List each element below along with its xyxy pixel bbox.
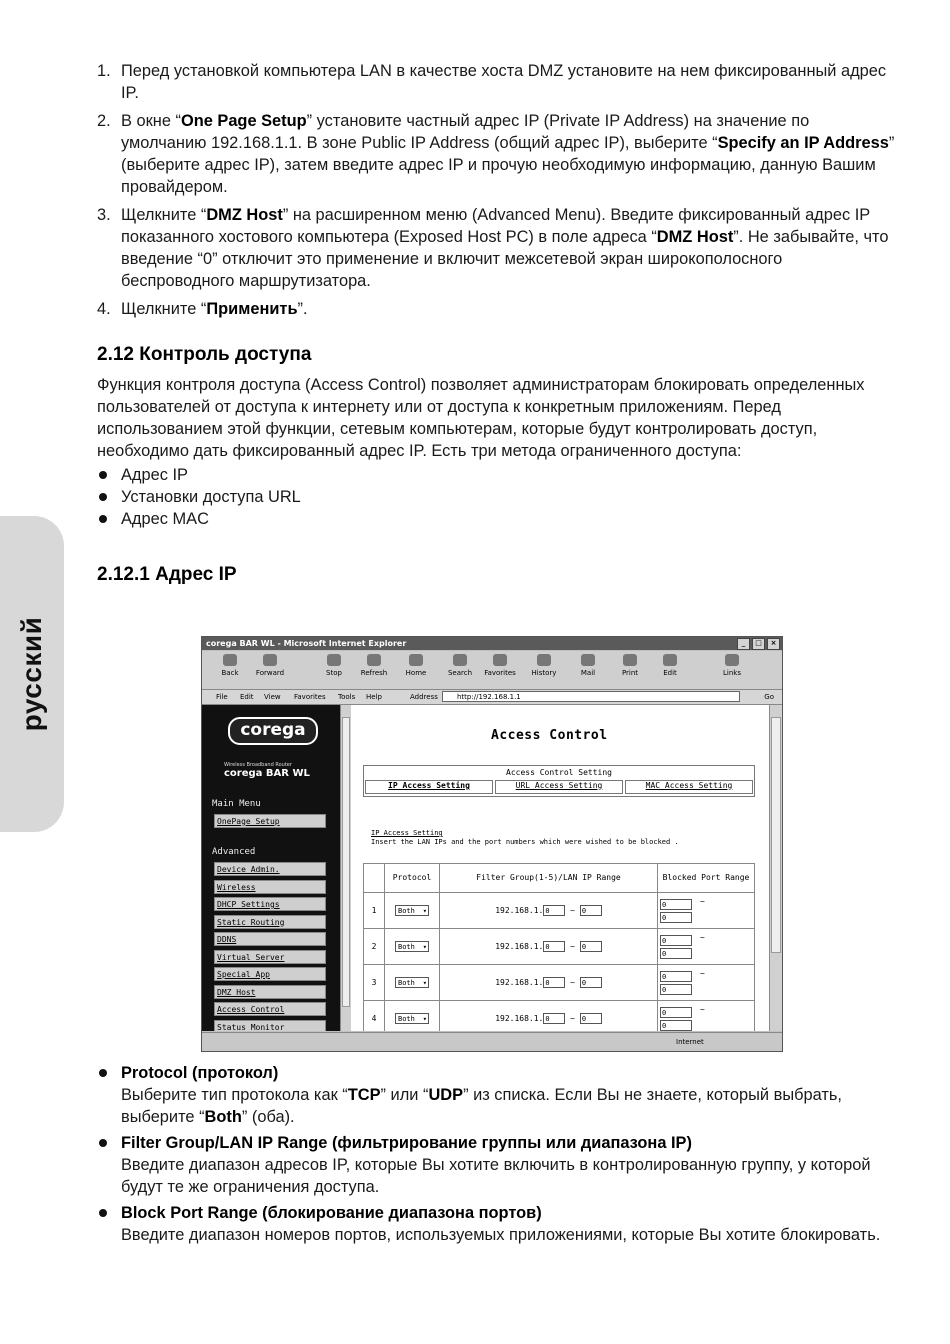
text-run: Перед установкой компьютера LAN в качестве хоста DMZ установите на нем фиксированный адрес IP. — [121, 62, 887, 102]
port-from-input[interactable]: 0 — [660, 971, 692, 982]
toolbar-stop-button[interactable] — [314, 654, 354, 678]
step-number: 2. — [97, 112, 111, 130]
protocol-select[interactable]: Both ▾ — [395, 905, 429, 916]
window-titlebar — [202, 637, 782, 650]
protocol-cell — [385, 893, 440, 929]
port-to-input[interactable]: 0 — [660, 1020, 692, 1031]
field-title: Block Port Range (блокирование диапазона портов) — [121, 1204, 542, 1222]
port-from-input[interactable]: 0 — [660, 1007, 692, 1018]
step-item — [97, 204, 897, 292]
bold-term: One Page Setup — [180, 112, 307, 130]
port-to-input[interactable]: 0 — [660, 912, 692, 923]
sidebar-item-dhcp-settings[interactable]: DHCP Settings — [214, 897, 326, 911]
field-title: Protocol (протокол) — [121, 1064, 279, 1082]
links-icon — [725, 654, 739, 666]
sidebar-item-access-control[interactable]: Access Control — [214, 1002, 326, 1016]
sidebar-item-status-monitor[interactable]: Status Monitor — [214, 1020, 326, 1032]
method-item: Адрес IP — [97, 464, 897, 486]
bold-term: DMZ Host — [206, 206, 283, 224]
port-from-input[interactable]: 0 — [660, 935, 692, 946]
bold-term: Применить — [206, 300, 298, 318]
favorites-icon — [493, 654, 507, 666]
toolbar-back-button[interactable] — [210, 654, 250, 678]
range-separator: ~ — [565, 942, 580, 951]
subsection-heading: 2.12.1 Адрес IP — [97, 564, 237, 585]
row-number: 2 — [364, 929, 385, 965]
range-separator: ~ — [565, 906, 580, 915]
settings-tabs — [363, 765, 755, 797]
edit-icon — [663, 654, 677, 666]
field-item — [97, 1202, 897, 1246]
text-run: Выберите тип протокола как “ — [121, 1086, 348, 1104]
ip-to-input[interactable]: 0 — [580, 905, 602, 916]
ip-access-title: IP Access Setting — [371, 829, 443, 837]
port-to-input[interactable]: 0 — [660, 948, 692, 959]
column-header: Protocol — [385, 864, 440, 893]
onepage-setup-link[interactable]: OnePage Setup — [214, 814, 326, 828]
column-header: Filter Group(1-5)/LAN IP Range — [440, 864, 658, 893]
search-icon — [453, 654, 467, 666]
sidebar-item-special-app[interactable]: Special App — [214, 967, 326, 981]
ip-prefix: 192.168.1. — [495, 942, 544, 951]
port-range-cell — [658, 893, 755, 929]
range-separator: ~ — [700, 933, 705, 942]
field-description — [121, 1154, 897, 1198]
toolbar-history-button[interactable] — [524, 654, 564, 678]
row-number: 4 — [364, 1001, 385, 1032]
protocol-cell — [385, 965, 440, 1001]
menu-edit[interactable]: Edit — [240, 693, 254, 701]
home-icon — [409, 654, 423, 666]
section-heading: 2.12 Контроль доступа — [97, 344, 312, 365]
browser-screenshot — [201, 636, 783, 1052]
ip-range-cell — [440, 893, 658, 929]
text-run: ”. Не забывайте, что введение “0” отключит это применение и включит межсетевой экран широкополосного беспроводного маршрутизатора. — [121, 228, 889, 290]
column-header — [364, 864, 385, 893]
step-number: 1. — [97, 62, 111, 80]
steps-list — [97, 60, 897, 320]
tab-url-access[interactable]: URL Access Setting — [495, 780, 623, 794]
ip-range-cell — [440, 1001, 658, 1032]
toolbar-label: Links — [723, 669, 741, 677]
text-run: ” (оба). — [241, 1108, 295, 1126]
step-item — [97, 298, 897, 320]
ip-from-input[interactable]: 0 — [543, 905, 565, 916]
toolbar-label: Mail — [580, 669, 596, 677]
text-run: Введите диапазон номеров портов, используемых приложениями, которые Вы хотите блокировать. — [121, 1226, 881, 1244]
toolbar-label: Edit — [663, 669, 677, 677]
toolbar-label: Favorites — [484, 669, 516, 677]
router-subtitle: Wireless Broadband Router — [224, 762, 292, 768]
protocol-cell — [385, 1001, 440, 1032]
menu-favorites[interactable]: Favorites — [294, 693, 326, 701]
menu-tools[interactable]: Tools — [338, 693, 356, 701]
step-number: 4. — [97, 300, 111, 318]
field-description — [121, 1224, 897, 1246]
protocol-select[interactable]: Both ▾ — [395, 977, 429, 988]
text-run: Щелкните “ — [121, 206, 207, 224]
bold-term: UDP — [428, 1086, 464, 1104]
text-run: ”. — [297, 300, 308, 318]
toolbar-search-button[interactable] — [440, 654, 480, 678]
toolbar-forward-button[interactable] — [250, 654, 290, 678]
bold-term: Specify an IP Address — [717, 134, 889, 152]
toolbar-label: History — [531, 669, 557, 677]
text-run: ” установите частный адрес IP (Private IP Address) на значение по умолчанию 192.168.1.1. В зоне Public IP Address (общий адрес IP), выберите “ — [121, 112, 810, 152]
toolbar-label: Refresh — [360, 669, 388, 677]
field-descriptions — [97, 1062, 897, 1250]
advanced-heading: Advanced — [212, 847, 256, 857]
toolbar-label: Search — [447, 669, 473, 677]
sidebar-item-dmz-host[interactable]: DMZ Host — [214, 985, 326, 999]
ip-from-input[interactable]: 0 — [543, 941, 565, 952]
bold-term: DMZ Host — [656, 228, 734, 246]
tab-mac-access[interactable]: MAC Access Setting — [625, 780, 753, 794]
ip-prefix: 192.168.1. — [495, 1014, 544, 1023]
history-icon — [537, 654, 551, 666]
status-bar — [202, 1032, 782, 1051]
range-separator: ~ — [700, 969, 705, 978]
text-run: ” или “ — [380, 1086, 429, 1104]
row-number: 3 — [364, 965, 385, 1001]
router-name: corega BAR WL — [224, 768, 310, 779]
text-run: ” (выберите адрес IP), затем введите адрес IP и прочую необходимую информацию, данную Вашим провайдером. — [121, 134, 895, 196]
port-range-cell — [658, 1001, 755, 1032]
settings-header: Access Control Setting — [506, 768, 612, 777]
method-item: Адрес MAC — [97, 508, 897, 530]
text-run: ” из списка. Если Вы не знаете, который выбрать, выберите “ — [121, 1086, 842, 1126]
toolbar-links-button[interactable] — [712, 654, 752, 678]
go-button[interactable]: Go — [764, 693, 774, 701]
toolbar-label: Forward — [255, 669, 285, 677]
page-content — [97, 60, 897, 586]
ip-access-description: Insert the LAN IPs and the port numbers which were wished to be blocked . — [371, 838, 679, 846]
methods-list — [97, 464, 897, 530]
field-description — [121, 1084, 897, 1128]
ip-prefix: 192.168.1. — [495, 906, 544, 915]
bold-term: TCP — [347, 1086, 381, 1104]
browser-toolbar — [202, 651, 782, 690]
access-control-panel — [351, 705, 769, 1031]
toolbar-refresh-button[interactable] — [354, 654, 394, 678]
text-run: ” на расширенном меню (Advanced Menu). Введите фиксированный адрес IP показанного хостового компьютера (Exposed Host PC) в поле адреса “ — [121, 206, 870, 246]
tab-ip-access[interactable]: IP Access Setting — [365, 780, 493, 794]
back-icon — [223, 654, 237, 666]
status-zone: Internet — [676, 1038, 704, 1046]
main-scrollbar[interactable] — [769, 705, 782, 1031]
field-title: Filter Group/LAN IP Range (фильтрирование группы или диапазона IP) — [121, 1134, 692, 1152]
text-run: Введите диапазон адресов IP, которые Вы хотите включить в контролированную группу, у которой будут те же ограничения доступа. — [121, 1156, 871, 1196]
method-item: Установки доступа URL — [97, 486, 897, 508]
toolbar-label: Back — [221, 669, 239, 677]
text-run: В окне “ — [121, 112, 181, 130]
page-title: Access Control — [491, 728, 608, 743]
bold-term: Both — [204, 1108, 242, 1126]
toolbar-label: Stop — [326, 669, 342, 677]
refresh-icon — [367, 654, 381, 666]
router-sidebar — [202, 705, 340, 1031]
ip-from-input[interactable]: 0 — [543, 977, 565, 988]
sidebar-item-wireless[interactable]: Wireless — [214, 880, 326, 894]
menu-bar — [202, 690, 782, 705]
sidebar-item-device-admin[interactable]: Device Admin. — [214, 862, 326, 876]
section-paragraph: Функция контроля доступа (Access Control) позволяет администраторам блокировать определенных пользователей от доступа к интернету или от доступа к конкретным приложениям. Перед использованием этой функции, сетевым компьютерам, которые будут контролировать доступ, необходимо дать фиксированный адрес IP. Есть три метода ограниченного доступа: — [97, 376, 865, 460]
menu-help[interactable]: Help — [366, 693, 382, 701]
address-label: Address — [410, 693, 438, 701]
port-from-input[interactable]: 0 — [660, 899, 692, 910]
language-tab-label: русский — [16, 616, 47, 732]
field-item — [97, 1132, 897, 1198]
sidebar-scrollbar[interactable] — [340, 705, 351, 1031]
forward-icon — [263, 654, 277, 666]
main-menu-heading: Main Menu — [212, 799, 261, 809]
port-range-cell — [658, 965, 755, 1001]
table-row — [364, 893, 755, 929]
minimize-icon[interactable]: _ — [737, 638, 750, 650]
address-input[interactable]: http://192.168.1.1 — [442, 691, 740, 702]
field-item — [97, 1062, 897, 1128]
range-separator: ~ — [565, 978, 580, 987]
sidebar-item-ddns[interactable]: DDNS — [214, 932, 326, 946]
toolbar-print-button[interactable] — [610, 654, 650, 678]
toolbar-favorites-button[interactable] — [480, 654, 520, 678]
window-title: corega BAR WL - Microsoft Internet Explorer — [206, 639, 407, 648]
protocol-select[interactable]: Both ▾ — [395, 1013, 429, 1024]
ip-access-table — [363, 863, 755, 1031]
toolbar-home-button[interactable] — [396, 654, 436, 678]
protocol-select[interactable]: Both ▾ — [395, 941, 429, 952]
step-number: 3. — [97, 206, 111, 224]
toolbar-mail-button[interactable] — [568, 654, 608, 678]
step-item — [97, 60, 897, 104]
sidebar-item-virtual-server[interactable]: Virtual Server — [214, 950, 326, 964]
range-separator: ~ — [700, 897, 705, 906]
ip-to-input[interactable]: 0 — [580, 941, 602, 952]
stop-icon — [327, 654, 341, 666]
mail-icon — [581, 654, 595, 666]
ip-prefix: 192.168.1. — [495, 978, 544, 987]
step-item — [97, 110, 897, 198]
table-row — [364, 929, 755, 965]
row-number: 1 — [364, 893, 385, 929]
table-row — [364, 1001, 755, 1032]
corega-logo: corega — [228, 717, 318, 745]
table-row — [364, 965, 755, 1001]
menu-view[interactable]: View — [264, 693, 281, 701]
protocol-cell — [385, 929, 440, 965]
close-icon[interactable]: × — [767, 638, 780, 650]
ip-access-section — [371, 829, 679, 847]
column-header: Blocked Port Range — [658, 864, 755, 893]
text-run: Щелкните “ — [121, 300, 207, 318]
menu-file[interactable]: File — [216, 693, 228, 701]
language-tab — [0, 516, 64, 832]
ip-range-cell — [440, 929, 658, 965]
port-range-cell — [658, 929, 755, 965]
range-separator: ~ — [700, 1005, 705, 1014]
toolbar-label: Print — [621, 669, 639, 677]
toolbar-label: Home — [405, 669, 427, 677]
range-separator: ~ — [565, 1014, 580, 1023]
sidebar-item-static-routing[interactable]: Static Routing — [214, 915, 326, 929]
toolbar-edit-button[interactable] — [650, 654, 690, 678]
ip-from-input[interactable]: 0 — [543, 1013, 565, 1024]
print-icon — [623, 654, 637, 666]
maximize-icon[interactable]: □ — [752, 638, 765, 650]
ip-range-cell — [440, 965, 658, 1001]
port-to-input[interactable]: 0 — [660, 984, 692, 995]
ip-to-input[interactable]: 0 — [580, 977, 602, 988]
ip-to-input[interactable]: 0 — [580, 1013, 602, 1024]
